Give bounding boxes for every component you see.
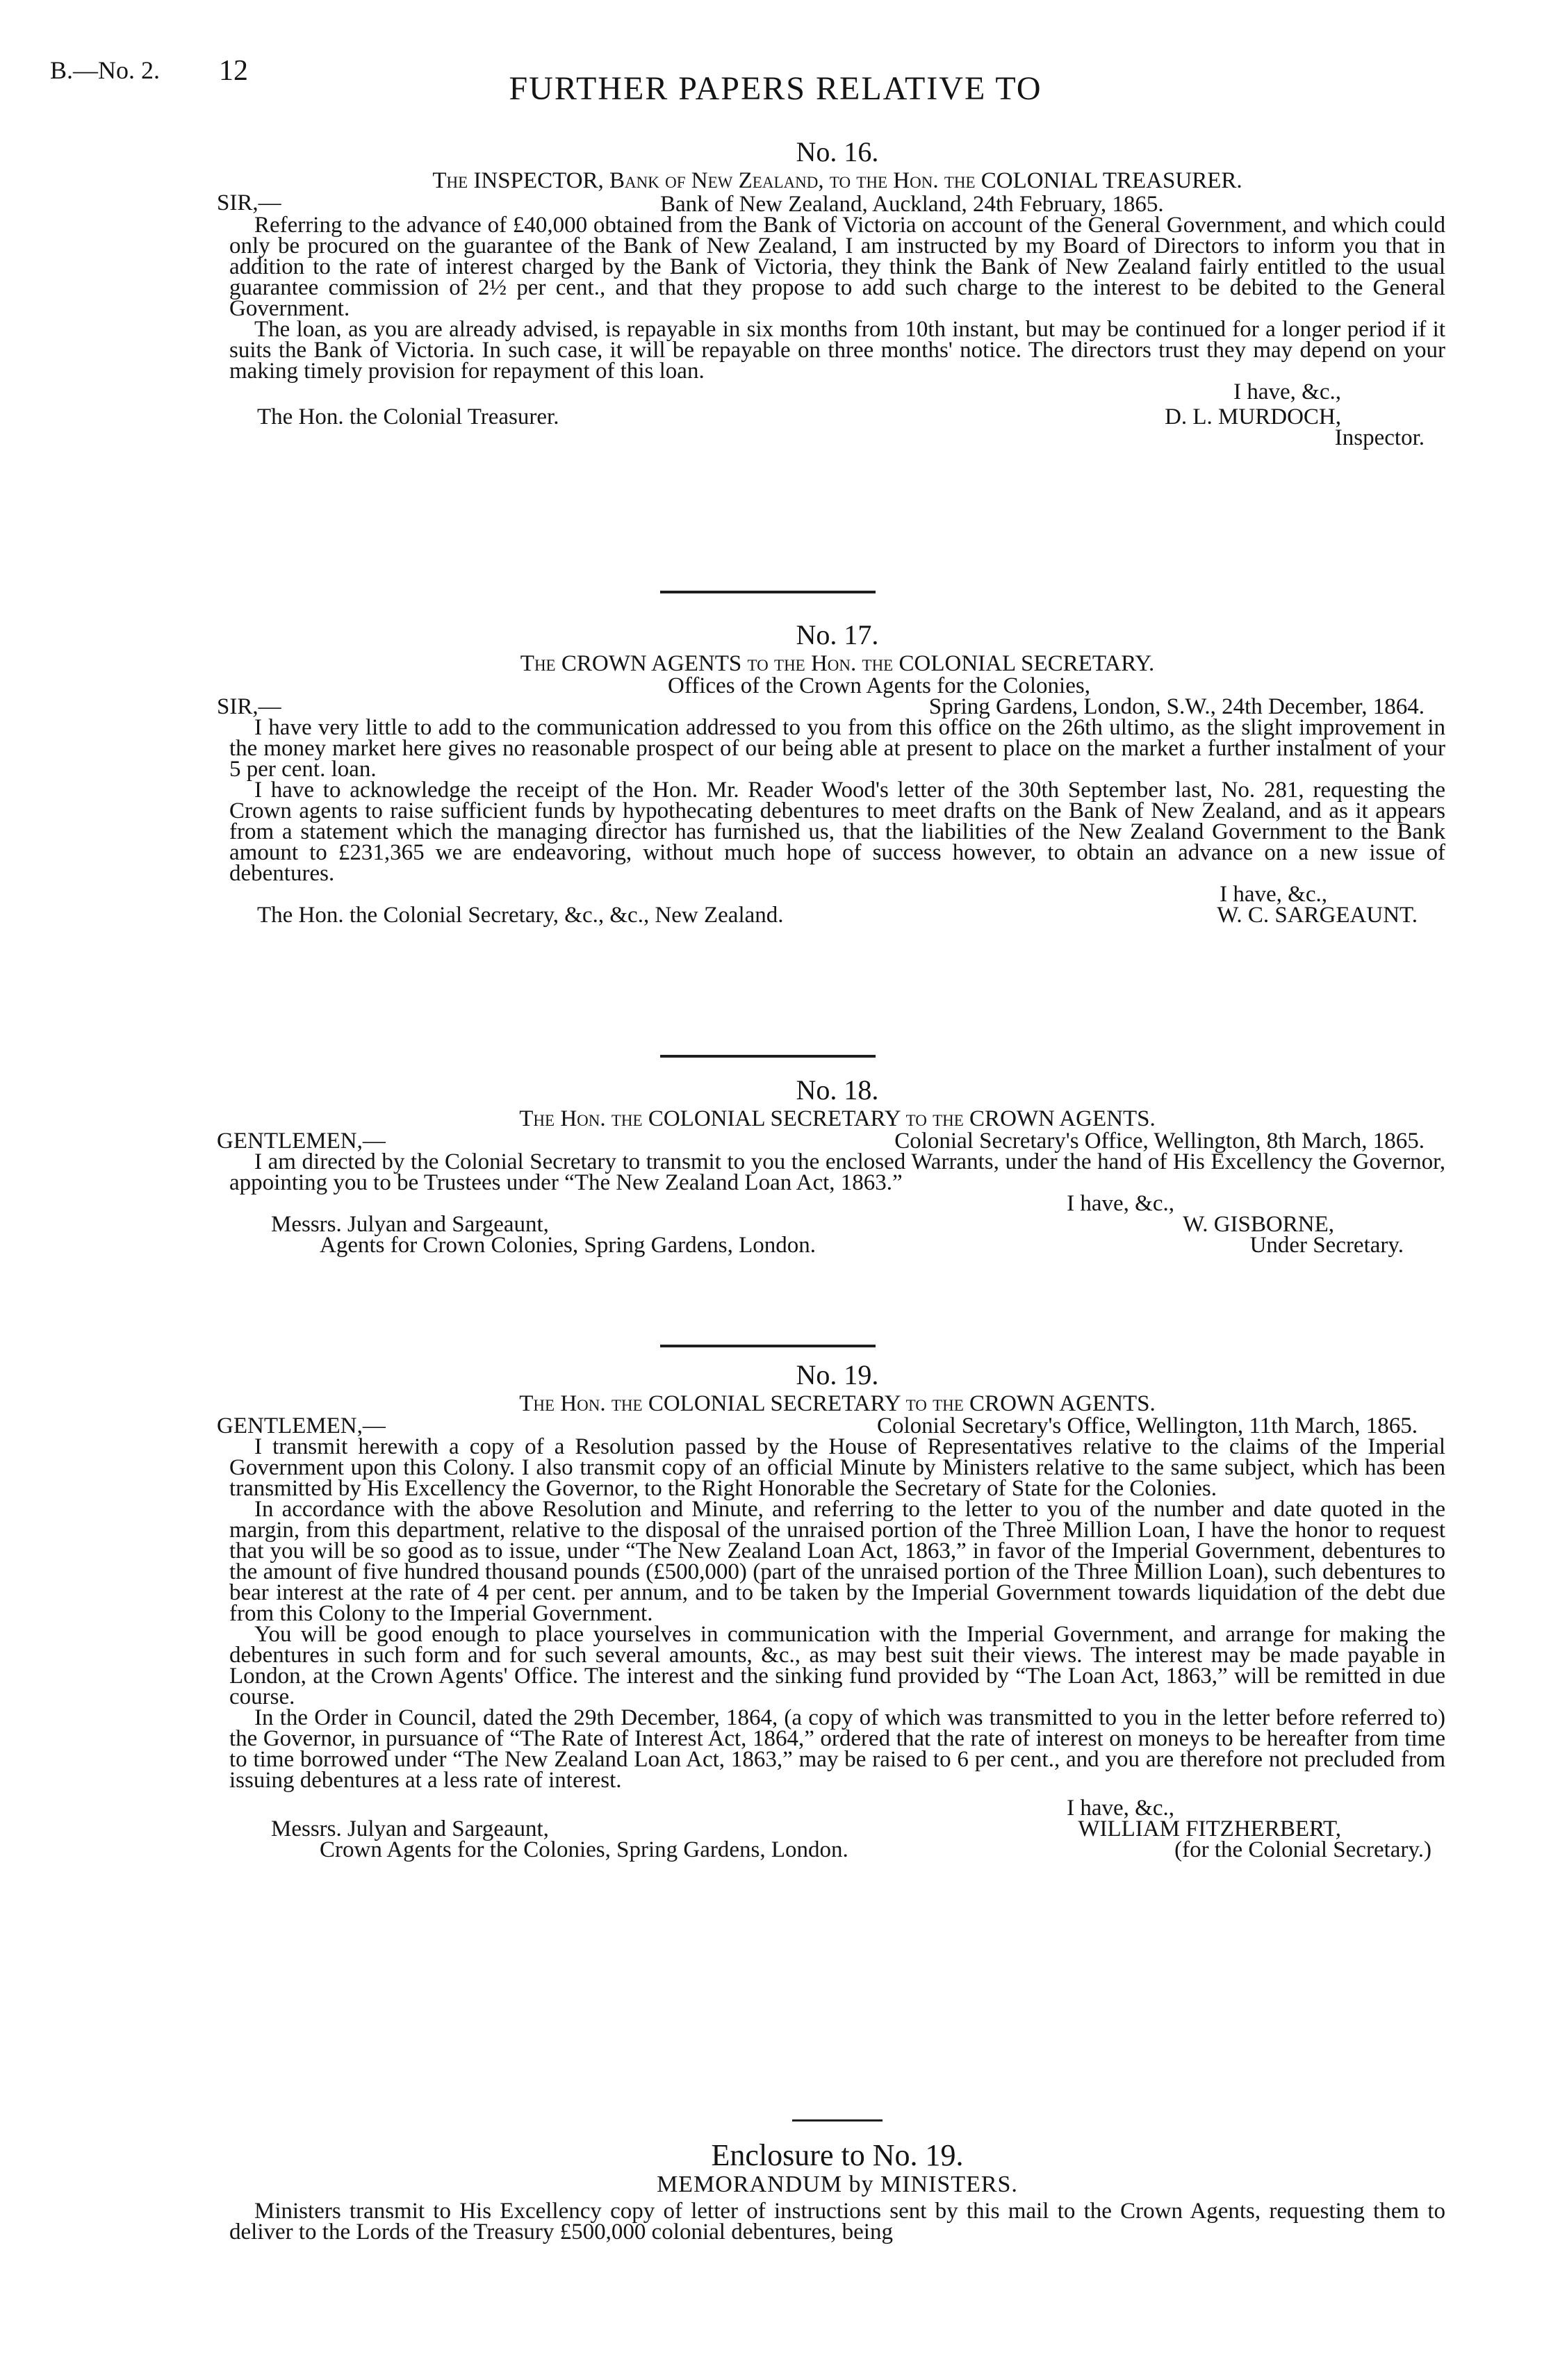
- letter-heading: The Hon. the COLONIAL SECRETARY to the CROWN AGENTS.: [519, 1106, 1156, 1131]
- recipient: The Hon. the Colonial Secretary, &c., &c., New Zealand.: [257, 903, 784, 928]
- letter-number: No. 19.: [796, 1359, 879, 1390]
- section-divider: [660, 1345, 876, 1347]
- section-divider: [660, 1055, 876, 1058]
- signature: D. L. MURDOCH,: [1165, 404, 1341, 429]
- salutation: SIR,—: [217, 190, 281, 215]
- letter-no-17: [217, 618, 1445, 928]
- letter-paragraph: The loan, as you are already advised, is repayable in six months from 10th instant, but may be continued for a longer period if it suits the Bank of Victoria. In such case, it will be repayable on three months' notice. The directors trust they may depend on your making timely provision for repayment of this loan.: [229, 317, 1445, 384]
- letter-paragraph: I have to acknowledge the receipt of the Hon. Mr. Reader Wood's letter of the 30th September last, No. 281, requesting the Crown agents to raise sufficient funds by hypothecating debentures to meet drafts on the Bank of New Zealand, and as it appears from a statement which the managing director has furnished us, that the liabilities of the New Zealand Government to the Bank amount to £231,365 we are endeavoring, without much hope of success however, to obtain an advance on a new issue of debentures.: [229, 778, 1445, 886]
- letter-heading: The INSPECTOR, Bank of New Zealand, to the Hon. the COLONIAL TREASURER.: [432, 168, 1242, 193]
- section-divider: [792, 2119, 883, 2122]
- letter-paragraph: You will be good enough to place yourselves in communication with the Imperial Government, and arrange for making the debentures in such form and for such several amounts, &c., as may best suit their views. The interest may be made payable in London, at the Crown Agents' Office. The interest and the sinking fund provided by “The Loan Act, 1863,” will be remitted in due course.: [229, 1622, 1445, 1709]
- signature: W. GISBORNE,: [1183, 1212, 1334, 1237]
- recipient-line2: Agents for Crown Colonies, Spring Gardens, London.: [320, 1233, 816, 1258]
- recipient-line2: Crown Agents for the Colonies, Spring Gardens, London.: [320, 1837, 848, 1862]
- recipient-line1: Messrs. Julyan and Sargeaunt,: [271, 1212, 549, 1237]
- signature-title: (for the Colonial Secretary.): [1174, 1837, 1431, 1862]
- sender-address-line1: Offices of the Crown Agents for the Colonies,: [668, 673, 1090, 698]
- letter-paragraph: I have very little to add to the communication addressed to you from this office on the 26th ultimo, as the slight improvement in the money market here gives no reasonable prospect of our being able at present to place on the market a further instalment of your 5 per cent. loan.: [229, 715, 1445, 782]
- letter-no-18: [217, 1074, 1445, 1258]
- sender-address: Colonial Secretary's Office, Wellington, 11th March, 1865.: [876, 1413, 1418, 1438]
- recipient-line1: Messrs. Julyan and Sargeaunt,: [271, 1816, 549, 1841]
- recipient: The Hon. the Colonial Treasurer.: [257, 404, 559, 429]
- letter-paragraph: Referring to the advance of £40,000 obtained from the Bank of Victoria on account of the General Government, and which could only be procured on the guarantee of the Bank of New Zealand, I am instructed by my Board of Directors to inform you that in addition to the rate of interest charged by the Bank of Victoria, they think the Bank of New Zealand fairly entitled to the usual guarantee commission of 2½ per cent., and that they propose to add such charge to the interest to be debited to the General Government.: [229, 213, 1445, 321]
- closing: I have, &c.,: [1067, 1796, 1174, 1821]
- signature-title: Under Secretary.: [1249, 1233, 1404, 1258]
- letter-heading: The Hon. the COLONIAL SECRETARY to the CROWN AGENTS.: [519, 1391, 1156, 1416]
- letter-number: No. 18.: [796, 1074, 879, 1106]
- signature: WILLIAM FITZHERBERT,: [1078, 1816, 1341, 1841]
- enclosure-no-19: [229, 2137, 1445, 2242]
- letter-number: No. 17.: [796, 619, 879, 650]
- page-number: 12: [219, 55, 248, 87]
- page-title: FURTHER PAPERS RELATIVE TO: [509, 70, 1042, 107]
- letter-paragraph: In the Order in Council, dated the 29th December, 1864, (a copy of which was transmitted to you in the letter before referred to) the Governor, in pursuance of “The Rate of Interest Act, 1864,” ordered that the rate of interest on moneys to be hereafter from time to time borrowed under “The New Zealand Loan Act, 1863,” may be raised to 6 per cent., and you are therefore not precluded from issuing debentures at a less rate of interest.: [229, 1705, 1445, 1793]
- letter-heading: The CROWN AGENTS to the Hon. the COLONIAL SECRETARY.: [520, 651, 1155, 676]
- signature: W. C. SARGEAUNT.: [1217, 903, 1418, 928]
- enclosure-title: Enclosure to No. 19.: [711, 2138, 964, 2172]
- signature-title: Inspector.: [1334, 425, 1425, 450]
- memorandum-heading: MEMORANDUM by MINISTERS.: [657, 2172, 1018, 2197]
- enclosure-paragraph: Ministers transmit to His Excellency copy of letter of instructions sent by this mail to the Crown Agents, requesting them to deliver to the Lords of the Treasury £500,000 colonial debentures, being: [229, 2199, 1445, 2244]
- closing: I have, &c.,: [1220, 882, 1327, 907]
- document-reference: B.—No. 2.: [50, 56, 161, 84]
- letter-number: No. 16.: [796, 136, 879, 167]
- sender-address: Colonial Secretary's Office, Wellington, 8th March, 1865.: [894, 1129, 1425, 1154]
- letter-paragraph: I transmit herewith a copy of a Resolution passed by the House of Representatives relative to the claims of the Imperial Government upon this Colony. I also transmit copy of an official Minute by Ministers relative to the same subject, which has been transmitted by His Excellency the Governor, to the Right Honorable the Secretary of State for the Colonies.: [229, 1434, 1445, 1501]
- letter-no-19: [217, 1359, 1445, 1862]
- salutation: GENTLEMEN,—: [217, 1129, 386, 1154]
- salutation: SIR,—: [217, 694, 281, 719]
- letter-paragraph: In accordance with the above Resolution and Minute, and referring to the letter to you of the number and date quoted in the margin, from this department, relative to the disposal of the unraised portion of the Three Million Loan, I have the honor to request that you will be so good as to issue, under “The New Zealand Loan Act, 1863,” in favor of the Imperial Government, debentures to the amount of five hundred thousand pounds (£500,000) (part of the unraised portion of the Three Million Loan), such debentures to bear interest at the rate of 4 per cent. per annum, and to be taken by the Imperial Government towards liquidation of the debt due from this Colony to the Imperial Government.: [229, 1497, 1445, 1626]
- closing: I have, &c.,: [1233, 379, 1341, 404]
- letter-no-16: [217, 136, 1445, 450]
- salutation: GENTLEMEN,—: [217, 1413, 386, 1438]
- section-divider: [660, 591, 876, 593]
- sender-address-line2: Spring Gardens, London, S.W., 24th December, 1864.: [928, 694, 1425, 719]
- sender-address: Bank of New Zealand, Auckland, 24th February, 1865.: [660, 192, 1164, 217]
- closing: I have, &c.,: [1067, 1191, 1174, 1216]
- letter-paragraph: I am directed by the Colonial Secretary to transmit to you the enclosed Warrants, under the hand of His Excellency the Governor, appointing you to be Trustees under “The New Zealand Loan Act, 1863.”: [229, 1149, 1445, 1195]
